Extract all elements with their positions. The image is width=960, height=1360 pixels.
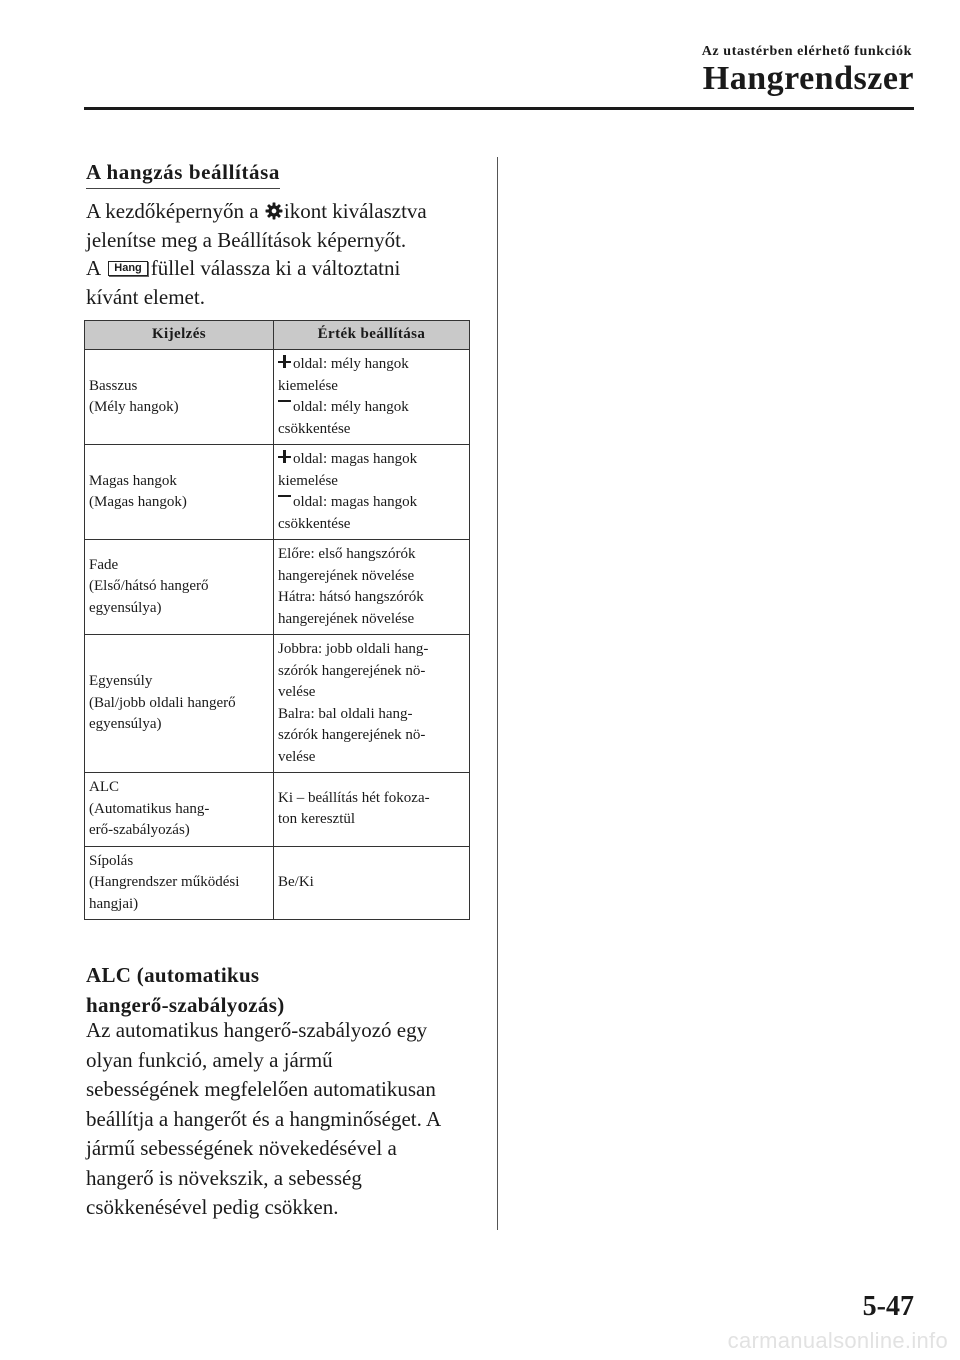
value-cell — [273, 773, 469, 847]
display-cell — [85, 773, 274, 847]
value-line: szórók hangerejének nö- — [277, 727, 426, 743]
column-divider — [497, 157, 498, 1230]
display-line: (Első/hátsó hangerő — [89, 578, 209, 595]
value-line: velése — [277, 748, 316, 765]
display-cell — [85, 635, 274, 773]
alc-heading: ALC (automatikus hangerő-szabályozás) — [86, 963, 285, 1017]
intro-paragraph — [86, 197, 486, 311]
alc-paragraph: Az automatikus hangerő-szabályozó egy olyan funkció, amely a jármű sebességének megfelelően automatikusan beállítja a hangerőt és a hangminőséget. A jármű sebességének növekedésével a hangerő is növekszik, a sebesség csökkenésével pedig csökken. — [86, 1018, 442, 1219]
value-line: kiemelése — [277, 472, 338, 489]
value-cell — [273, 635, 469, 773]
display-cell — [85, 540, 274, 635]
value-line: szórók hangerejének nö- — [277, 662, 426, 679]
table-row — [85, 540, 470, 635]
value-line: oldal: mély hangok — [278, 354, 465, 376]
table-row — [85, 635, 470, 773]
display-line: Magas hangok — [89, 472, 177, 489]
section-heading: A hangzás beállítása — [86, 160, 280, 189]
value-cell — [273, 445, 469, 540]
display-cell — [85, 350, 274, 445]
intro-line: jelenítse meg a Beállítások képernyőt. — [86, 227, 407, 252]
display-line: egyensúlya) — [89, 599, 162, 616]
display-line: hangjai) — [89, 895, 139, 912]
value-line: oldal: mély hangok — [278, 397, 465, 419]
intro-line: A kezdőképernyőn a ikont kiválasztva — [86, 199, 427, 223]
display-line: erő-szabályozás) — [89, 822, 190, 838]
table-row — [85, 846, 470, 920]
display-cell — [85, 846, 274, 920]
header-rule — [84, 107, 914, 110]
display-line: (Bal/jobb oldali hangerő — [89, 694, 236, 711]
display-cell — [85, 445, 274, 540]
value-cell — [273, 540, 469, 635]
table-row — [85, 445, 470, 540]
value-line: csökkentése — [277, 515, 351, 532]
plus-icon — [278, 355, 291, 368]
display-line: Basszus — [89, 377, 138, 394]
minus-icon — [278, 493, 291, 506]
intro-line: kívánt elemet. — [86, 284, 205, 309]
value-line: hangerejének növelése — [277, 567, 415, 584]
value-line: velése — [277, 684, 316, 700]
display-line: (Automatikus hang- — [89, 800, 210, 817]
value-line: Balra: bal oldali hang- — [277, 705, 413, 722]
minus-icon — [278, 398, 291, 411]
display-line: Sípolás — [89, 852, 134, 869]
table-row — [85, 350, 470, 445]
watermark: carmanualsonline.info — [727, 1328, 948, 1353]
value-line: Ki – beállítás hét fokoza- — [277, 789, 430, 806]
value-cell — [273, 846, 469, 920]
settings-gear-icon — [265, 202, 283, 220]
intro-line: A Hang füllel válassza ki a változtatni — [86, 256, 401, 280]
sound-settings-table — [84, 320, 470, 920]
display-line: (Hangrendszer működési — [89, 874, 240, 890]
value-line: ton keresztül — [277, 811, 356, 828]
chapter-title: Hangrendszer — [702, 60, 914, 97]
col-header-display: Kijelzés — [85, 321, 274, 350]
display-line: (Magas hangok) — [89, 494, 187, 510]
value-line: Jobbra: jobb oldali hang- — [277, 641, 429, 657]
col-header-value: Érték beállítása — [273, 321, 469, 350]
value-line: csökkentése — [277, 420, 351, 437]
display-line: ALC — [89, 779, 119, 795]
value-cell — [273, 350, 469, 445]
value-line: Hátra: hátsó hangszórók — [277, 589, 424, 605]
plus-icon — [278, 450, 291, 463]
hang-tab-button: Hang — [108, 261, 148, 276]
value-line: hangerejének növelése — [277, 610, 415, 627]
value-line: oldal: magas hangok — [278, 492, 465, 514]
display-line: Egyensúly — [89, 673, 153, 690]
value-line: oldal: magas hangok — [278, 449, 465, 471]
value-line: Előre: első hangszórók — [277, 546, 416, 562]
value-line: kiemelése — [277, 377, 338, 394]
chapter-subtitle: Az utastérben elérhető funkciók — [701, 44, 912, 59]
display-line: (Mély hangok) — [89, 399, 179, 415]
table-header-row — [85, 321, 470, 350]
value-line: Be/Ki — [277, 874, 314, 890]
table-row — [85, 773, 470, 847]
display-line: egyensúlya) — [89, 716, 162, 733]
display-line: Fade — [89, 556, 119, 573]
page-number: 5-47 — [862, 1291, 914, 1322]
